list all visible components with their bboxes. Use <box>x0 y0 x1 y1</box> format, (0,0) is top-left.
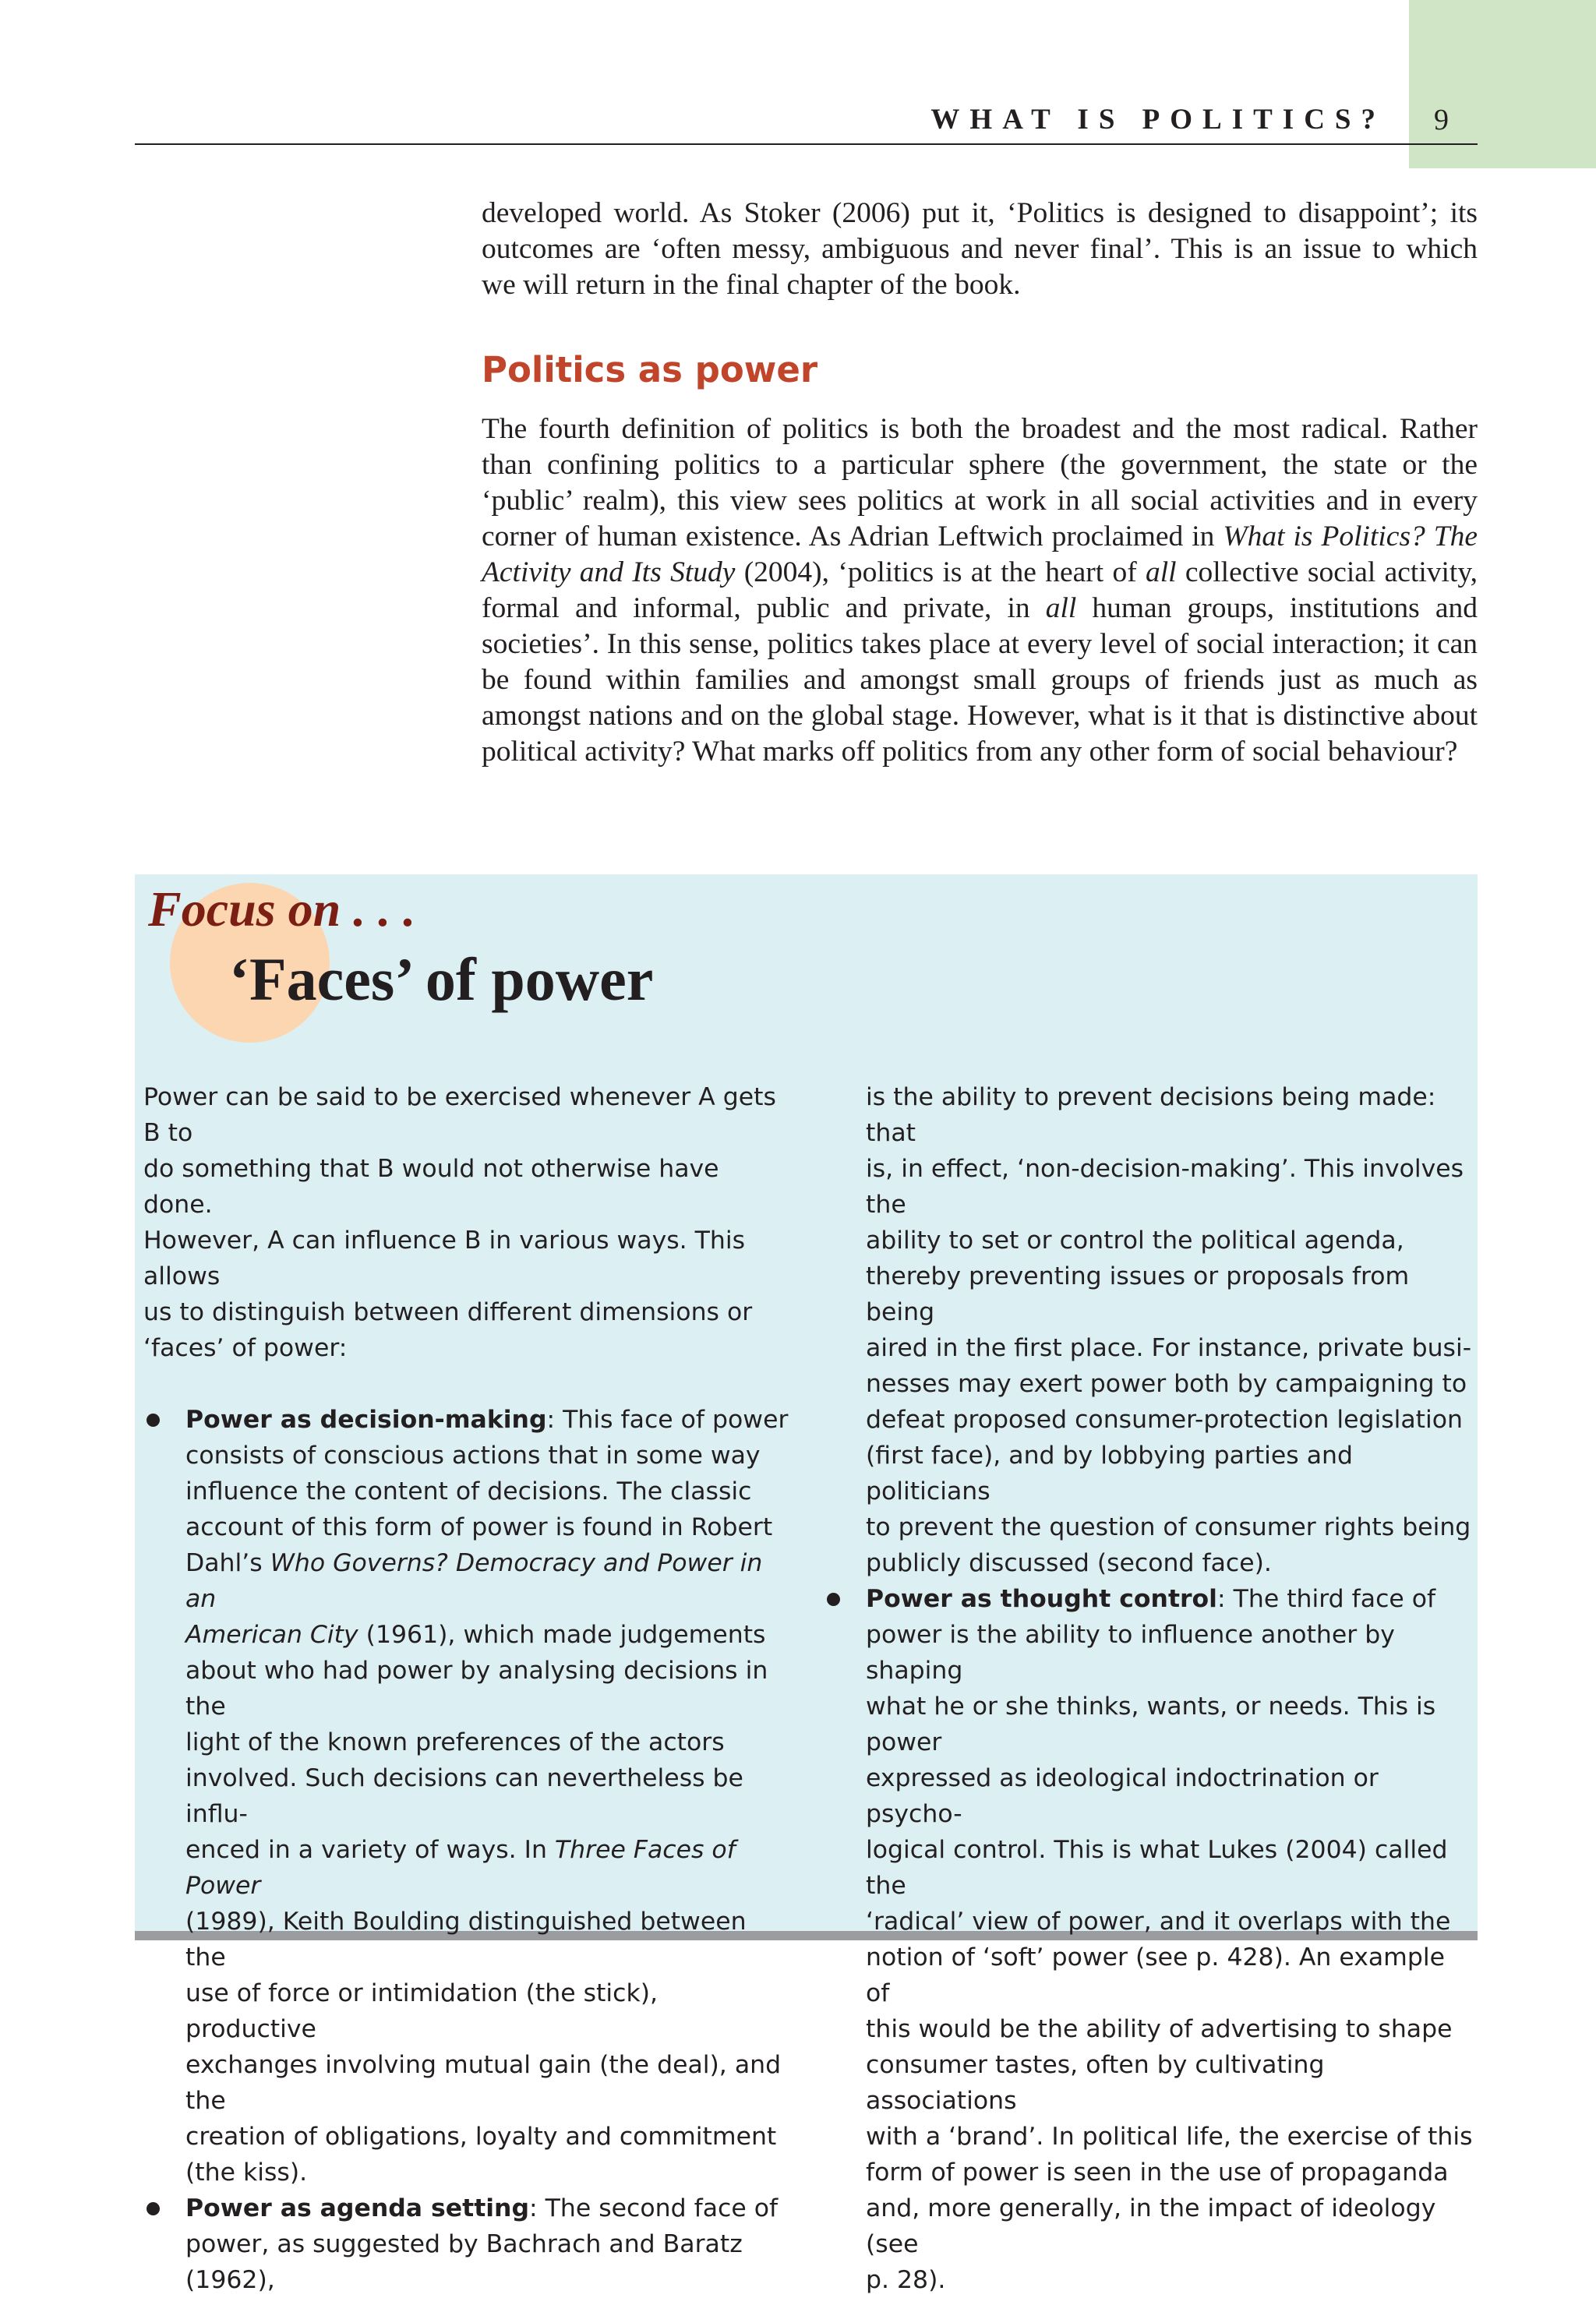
bullet-line: involved. Such decisions can nevertheless be influ- <box>185 1764 743 1828</box>
focus-intro-line: Power can be said to be exercised whenever A gets B to <box>143 1083 776 1147</box>
book-title: Three Faces of Power <box>185 1836 736 1900</box>
bullet-line: exchanges involving mutual gain (the deal), and the <box>185 2051 782 2115</box>
book-title: American City <box>185 1621 358 1649</box>
right-line: is the ability to prevent decisions being made: that <box>866 1083 1436 1147</box>
bullet-line: : The third face of <box>1216 1585 1436 1613</box>
bullet-line: p. 28). <box>866 2266 946 2294</box>
bullet-line: this would be the ability of advertising to shape <box>866 2015 1453 2043</box>
right-line: is, in effect, ‘non-decision-making’. This involves the <box>866 1155 1464 1219</box>
bullet-line: influence the content of decisions. The classic <box>185 1477 752 1506</box>
focus-right-column <box>866 1079 1474 2298</box>
right-line: publicly discussed (second face). <box>866 1549 1272 1577</box>
para-text: The fourth definition of politics is both the broadest and the most radical. Rather than confining politics to a particular sphere (the government, the state or the ‘public’ realm), this view sees politics at work in all social activities and in every corner of human existence. As Adrian Leftwich proclaimed in <box>482 413 1478 552</box>
focus-intro-line: ‘faces’ of power: <box>143 1334 348 1362</box>
bullet-line: creation of obligations, loyalty and commitment <box>185 2123 777 2151</box>
para-text: collective social activity, formal and informal, public and private, in <box>482 556 1478 624</box>
right-line: defeat proposed consumer-protection legislation <box>866 1406 1464 1434</box>
book-title: What is Politics? The Activity and Its Study <box>482 521 1478 588</box>
bullet-line: (1961), which made judgements <box>358 1621 766 1649</box>
bullet-line: account of this form of power is found in Robert <box>185 1513 773 1541</box>
bullet-term: Power as thought control <box>866 1585 1217 1613</box>
bullet-icon <box>147 1414 160 1427</box>
bullet-line: (1989), Keith Boulding distinguished between the <box>185 1908 747 1971</box>
header-rule <box>135 143 1478 145</box>
bullet-line: (the kiss). <box>185 2159 308 2187</box>
page-number: 9 <box>1434 104 1449 136</box>
bullet-thought-control <box>824 1581 1474 2298</box>
right-line: ability to set or control the political agenda, <box>866 1227 1404 1255</box>
bullet-line: with a ‘brand’. In political life, the exercise of this <box>866 2123 1473 2151</box>
focus-intro-line: us to distinguish between different dimensions or <box>143 1298 753 1326</box>
bullet-icon <box>147 2202 160 2215</box>
right-line: nesses may exert power both by campaigning to <box>866 1370 1467 1398</box>
bullet-line: power, as suggested by Bachrach and Baratz (1962), <box>185 2230 743 2294</box>
focus-intro-line: However, A can influence B in various ways. This allows <box>143 1227 746 1290</box>
bullet-line: logical control. This is what Lukes (2004) called the <box>866 1836 1448 1900</box>
agenda-setting-continued <box>866 1079 1474 1581</box>
intro-paragraph <box>482 196 1478 303</box>
right-line: to prevent the question of consumer rights being <box>866 1513 1471 1541</box>
bullet-line: expressed as ideological indoctrination or psycho- <box>866 1764 1379 1828</box>
right-line: aired in the first place. For instance, private busi- <box>866 1334 1472 1362</box>
focus-intro-line: do something that B would not otherwise have done. <box>143 1155 719 1219</box>
focus-title: ‘Faces’ of power <box>229 945 654 1013</box>
para-text: human groups, institutions and societies’. In this sense, politics takes place at every level of social interaction; it can be found within families and amongst small groups of friends just as much as amongst nations and on the global stage. However, what is it that is distinctive about political activity? What marks off politics from any other form of social behaviour? <box>482 592 1478 768</box>
bullet-line: consists of conscious actions that in some way <box>185 1442 761 1470</box>
bullet-line: power is the ability to influence another by shaping <box>866 1621 1395 1685</box>
section-paragraph <box>482 411 1478 770</box>
focus-left-column <box>143 1079 790 2298</box>
bullet-line: what he or she thinks, wants, or needs. This is power <box>866 1693 1436 1756</box>
bullet-line: consumer tastes, often by cultivating associations <box>866 2051 1325 2115</box>
intro-line: developed world. As Stoker (2006) put it, ‘Politics is designed to disappoint’; its <box>482 197 1478 229</box>
intro-line: outcomes are ‘often messy, ambiguous and never final’. This is an issue to which <box>482 233 1478 265</box>
bullet-line: : The second face of <box>529 2194 779 2222</box>
bullet-line: and, more generally, in the impact of ideology (see <box>866 2194 1436 2258</box>
bullet-line: form of power is seen in the use of propaganda <box>866 2159 1449 2187</box>
bullet-icon <box>827 1593 840 1606</box>
emphasis: all <box>1045 592 1077 624</box>
section-heading: Politics as power <box>482 349 818 390</box>
para-text: (2004), ‘politics is at the heart of <box>735 556 1146 588</box>
bullet-decision-making <box>143 1402 790 2190</box>
focus-label: Focus on . . . <box>148 881 416 937</box>
bullet-line: light of the known preferences of the actors <box>185 1728 725 1756</box>
bullet-line: : This face of power <box>546 1406 789 1434</box>
running-title: WHAT IS POLITICS? <box>930 104 1386 136</box>
bullet-line: use of force or intimidation (the stick), productive <box>185 1979 658 2043</box>
book-title: Who Governs? Democracy and Power in an <box>185 1549 763 1613</box>
bullet-term: Power as agenda setting <box>185 2194 530 2222</box>
bullet-line: notion of ‘soft’ power (see p. 428). An example of <box>866 1943 1445 2007</box>
right-line: thereby preventing issues or proposals from being <box>866 1262 1410 1326</box>
bullet-line: enced in a variety of ways. In <box>185 1836 555 1864</box>
bullet-term: Power as decision-making <box>185 1406 547 1434</box>
bullet-line: Dahl’s <box>185 1549 270 1577</box>
emphasis: all <box>1145 556 1177 588</box>
right-line: (first face), and by lobbying parties and politicians <box>866 1442 1353 1506</box>
bullet-line: ‘radical’ view of power, and it overlaps with the <box>866 1908 1451 1936</box>
intro-line: we will return in the final chapter of the book. <box>482 269 1021 301</box>
bullet-agenda-setting <box>143 2190 790 2298</box>
bullet-line: about who had power by analysing decisions in the <box>185 1657 768 1721</box>
